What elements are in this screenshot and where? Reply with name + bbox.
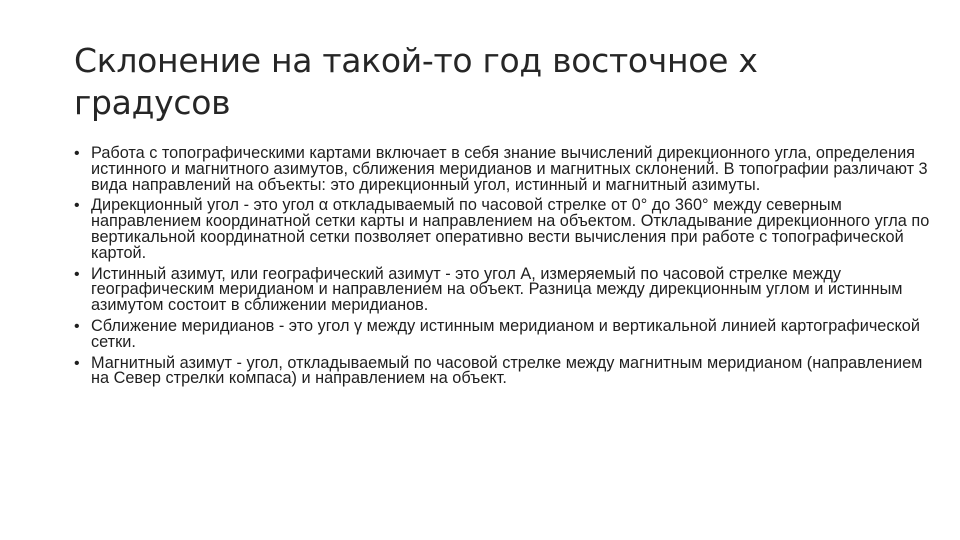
bullet-list <box>74 146 934 392</box>
bullet-text: Сближение меридианов - это угол γ между истинным меридианом и вертикальной линией картографической сетки. <box>91 316 920 351</box>
list-item <box>74 146 934 193</box>
bullet-text: Истинный азимут, или географический азимут - это угол А, измеряемый по часовой стрелке между географическим меридианом и направлением на объект. Разница между дирекционным углом и истинным азимутом состоит в сближении меридианов. <box>91 264 903 315</box>
list-item <box>74 353 934 388</box>
bullet-text: Дирекционный угол - это угол α откладываемый по часовой стрелке от 0° до 360° между северным направлением координатной сетки карты и направлением на объектом. Откладывание дирекционного угла по вертикальной координатной сетки позволяет оперативно вести вычисления при работе с топографической картой. <box>91 196 930 262</box>
bullet-text: Работа с топографическими картами включает в себя знание вычислений дирекционного угла, определения истинного и магнитного азимутов, сближения меридианов и магнитных склонений. В топографии различают 3 вида направлений на объекты: это дирекционный угол, истинный и магнитный азимуты. <box>91 144 928 194</box>
list-item <box>74 316 934 351</box>
slide-title: Склонение на такой-то год восточное х градусов <box>74 41 758 122</box>
bullet-icon: • <box>74 197 80 215</box>
list-item <box>74 198 934 261</box>
list-item <box>74 264 934 315</box>
bullet-icon: • <box>74 265 80 283</box>
bullet-text: Магнитный азимут - угол, откладываемый по часовой стрелке между магнитным меридианом (направлением на Север стрелки компаса) и направлением на объект. <box>91 353 923 388</box>
bullet-icon: • <box>74 317 80 335</box>
bullet-icon: • <box>74 145 80 162</box>
bullet-icon: • <box>74 354 80 372</box>
